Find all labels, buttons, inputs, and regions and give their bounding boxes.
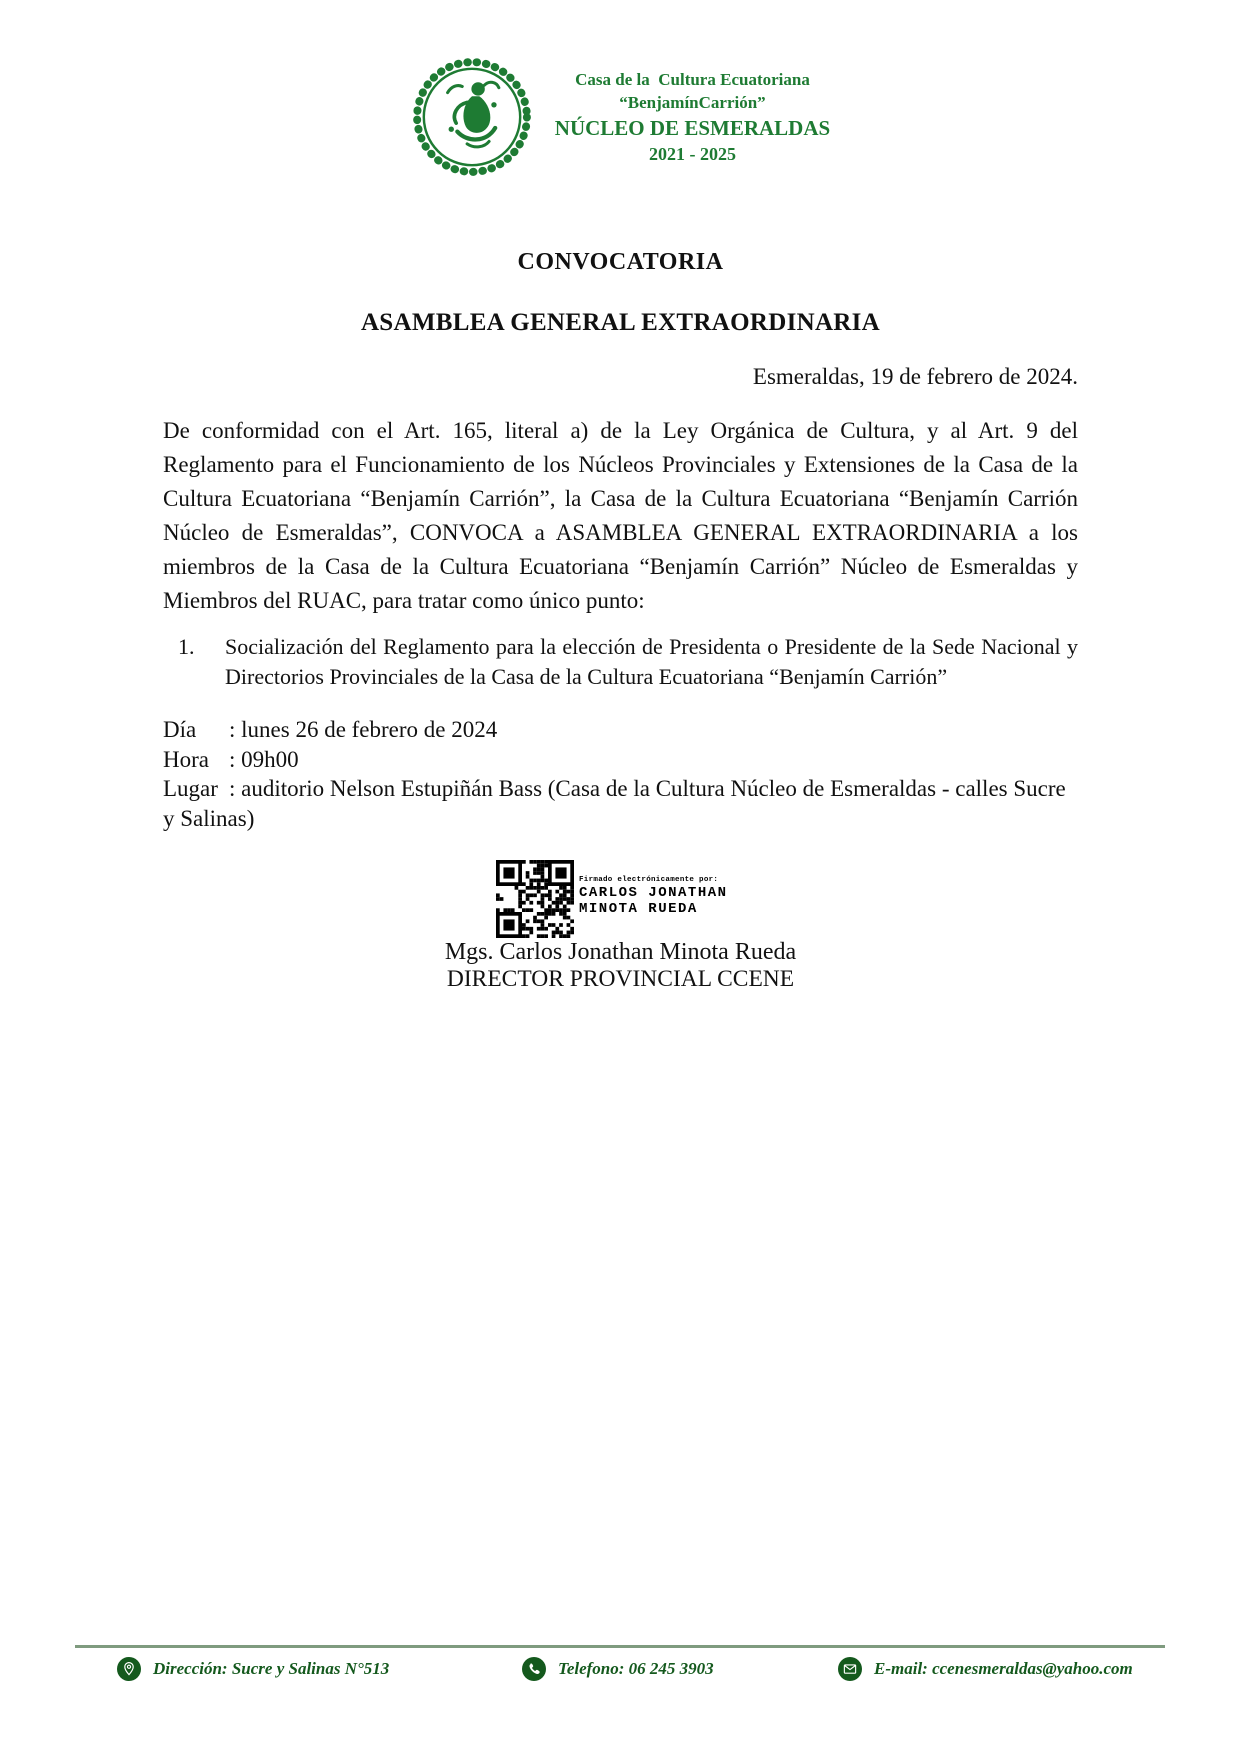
org-period: 2021 - 2025 [648,144,736,164]
footer-item-phone [522,1657,714,1681]
agenda-number: 1. [178,634,195,659]
electronic-signature-stamp [495,860,1078,938]
footer-item-text: Dirección: Sucre y Salinas N°513 [153,1659,390,1678]
body-paragraph: De conformidad con el Art. 165, literal a) de la Ley Orgánica de Cultura, y al Art. 9 del Reglamento para el Funcionamiento de los Núcleos Provinciales y Extensiones de la Casa de la Cultura Ecuatoriana “Benjamín Carrión”, la Casa de la Cultura Ecuatoriana “Benjamín Carrión Núcleo de Esmeraldas”, CONVOCA a ASAMBLEA GENERAL EXTRAORDINARIA a los miembros de la Casa de la Cultura Ecuatoriana “Benjamín Carrión” Núcleo de Esmeraldas y Miembros del RUAC, para tratar como único punto: [163,418,1078,613]
footer-item-text: E-mail: ccenesmeraldas@yahoo.com [874,1659,1133,1678]
agenda-text: Socialización del Reglamento para la elección de Presidenta o Presidente de la Sede Nacional y Directorios Provinciales de la Casa de la Cultura Ecuatoriana “Benjamín Carrión” [225,634,1078,689]
footer-item-text: Telefono: 06 245 3903 [558,1659,714,1678]
dateline: Esmeraldas, 19 de febrero de 2024. [752,364,1078,389]
event-details [163,715,1078,833]
org-header [411,56,830,178]
footer-item-address [117,1657,389,1681]
signatory-name: Mgs. Carlos Jonathan Minota Rueda [444,939,797,965]
detail-label: Hora [163,746,209,772]
detail-value: lunes 26 de febrero de 2024 [241,717,498,742]
detail-separator: : [229,746,236,772]
detail-separator: : [229,717,236,742]
detail-value: auditorio Nelson Estupiñán Bass (Casa de la Cultura Núcleo de Esmeraldas - calles Sucre y Salinas) [163,776,1066,831]
envelope-icon [838,1657,862,1681]
footer [0,1645,1241,1725]
footer-rule [75,1645,1165,1648]
detail-row-time [163,745,1078,775]
detail-row-day [163,715,1078,745]
org-name-block [555,68,830,166]
org-name-line3: NÚCLEO DE ESMERALDAS [554,116,831,140]
org-name-line1: Casa de la Cultura Ecuatoriana [575,70,810,89]
agenda-item [163,632,1078,692]
signatory-role: DIRECTOR PROVINCIAL CCENE [446,966,795,992]
phone-icon [522,1657,546,1681]
document-title: CONVOCATORIA [517,249,724,275]
stamp-caption: Firmado electrónicamente por: [579,876,719,884]
qr-code-icon [495,860,575,938]
footer-item-email [838,1657,1133,1681]
stamp-name-line2: MINOTA RUEDA [579,901,698,917]
org-name-line2: “BenjamínCarrión” [619,93,766,112]
detail-row-place [163,774,1078,833]
location-pin-icon [117,1657,141,1681]
detail-separator: : [229,776,236,801]
document-subtitle: ASAMBLEA GENERAL EXTRAORDINARIA [360,309,881,336]
detail-label: Lugar [163,776,218,801]
stamp-text [579,860,728,917]
detail-label: Día [163,717,197,742]
stamp-name-line1: CARLOS JONATHAN [579,885,728,901]
organization-seal-icon [411,56,533,178]
detail-value: 09h00 [241,746,299,772]
